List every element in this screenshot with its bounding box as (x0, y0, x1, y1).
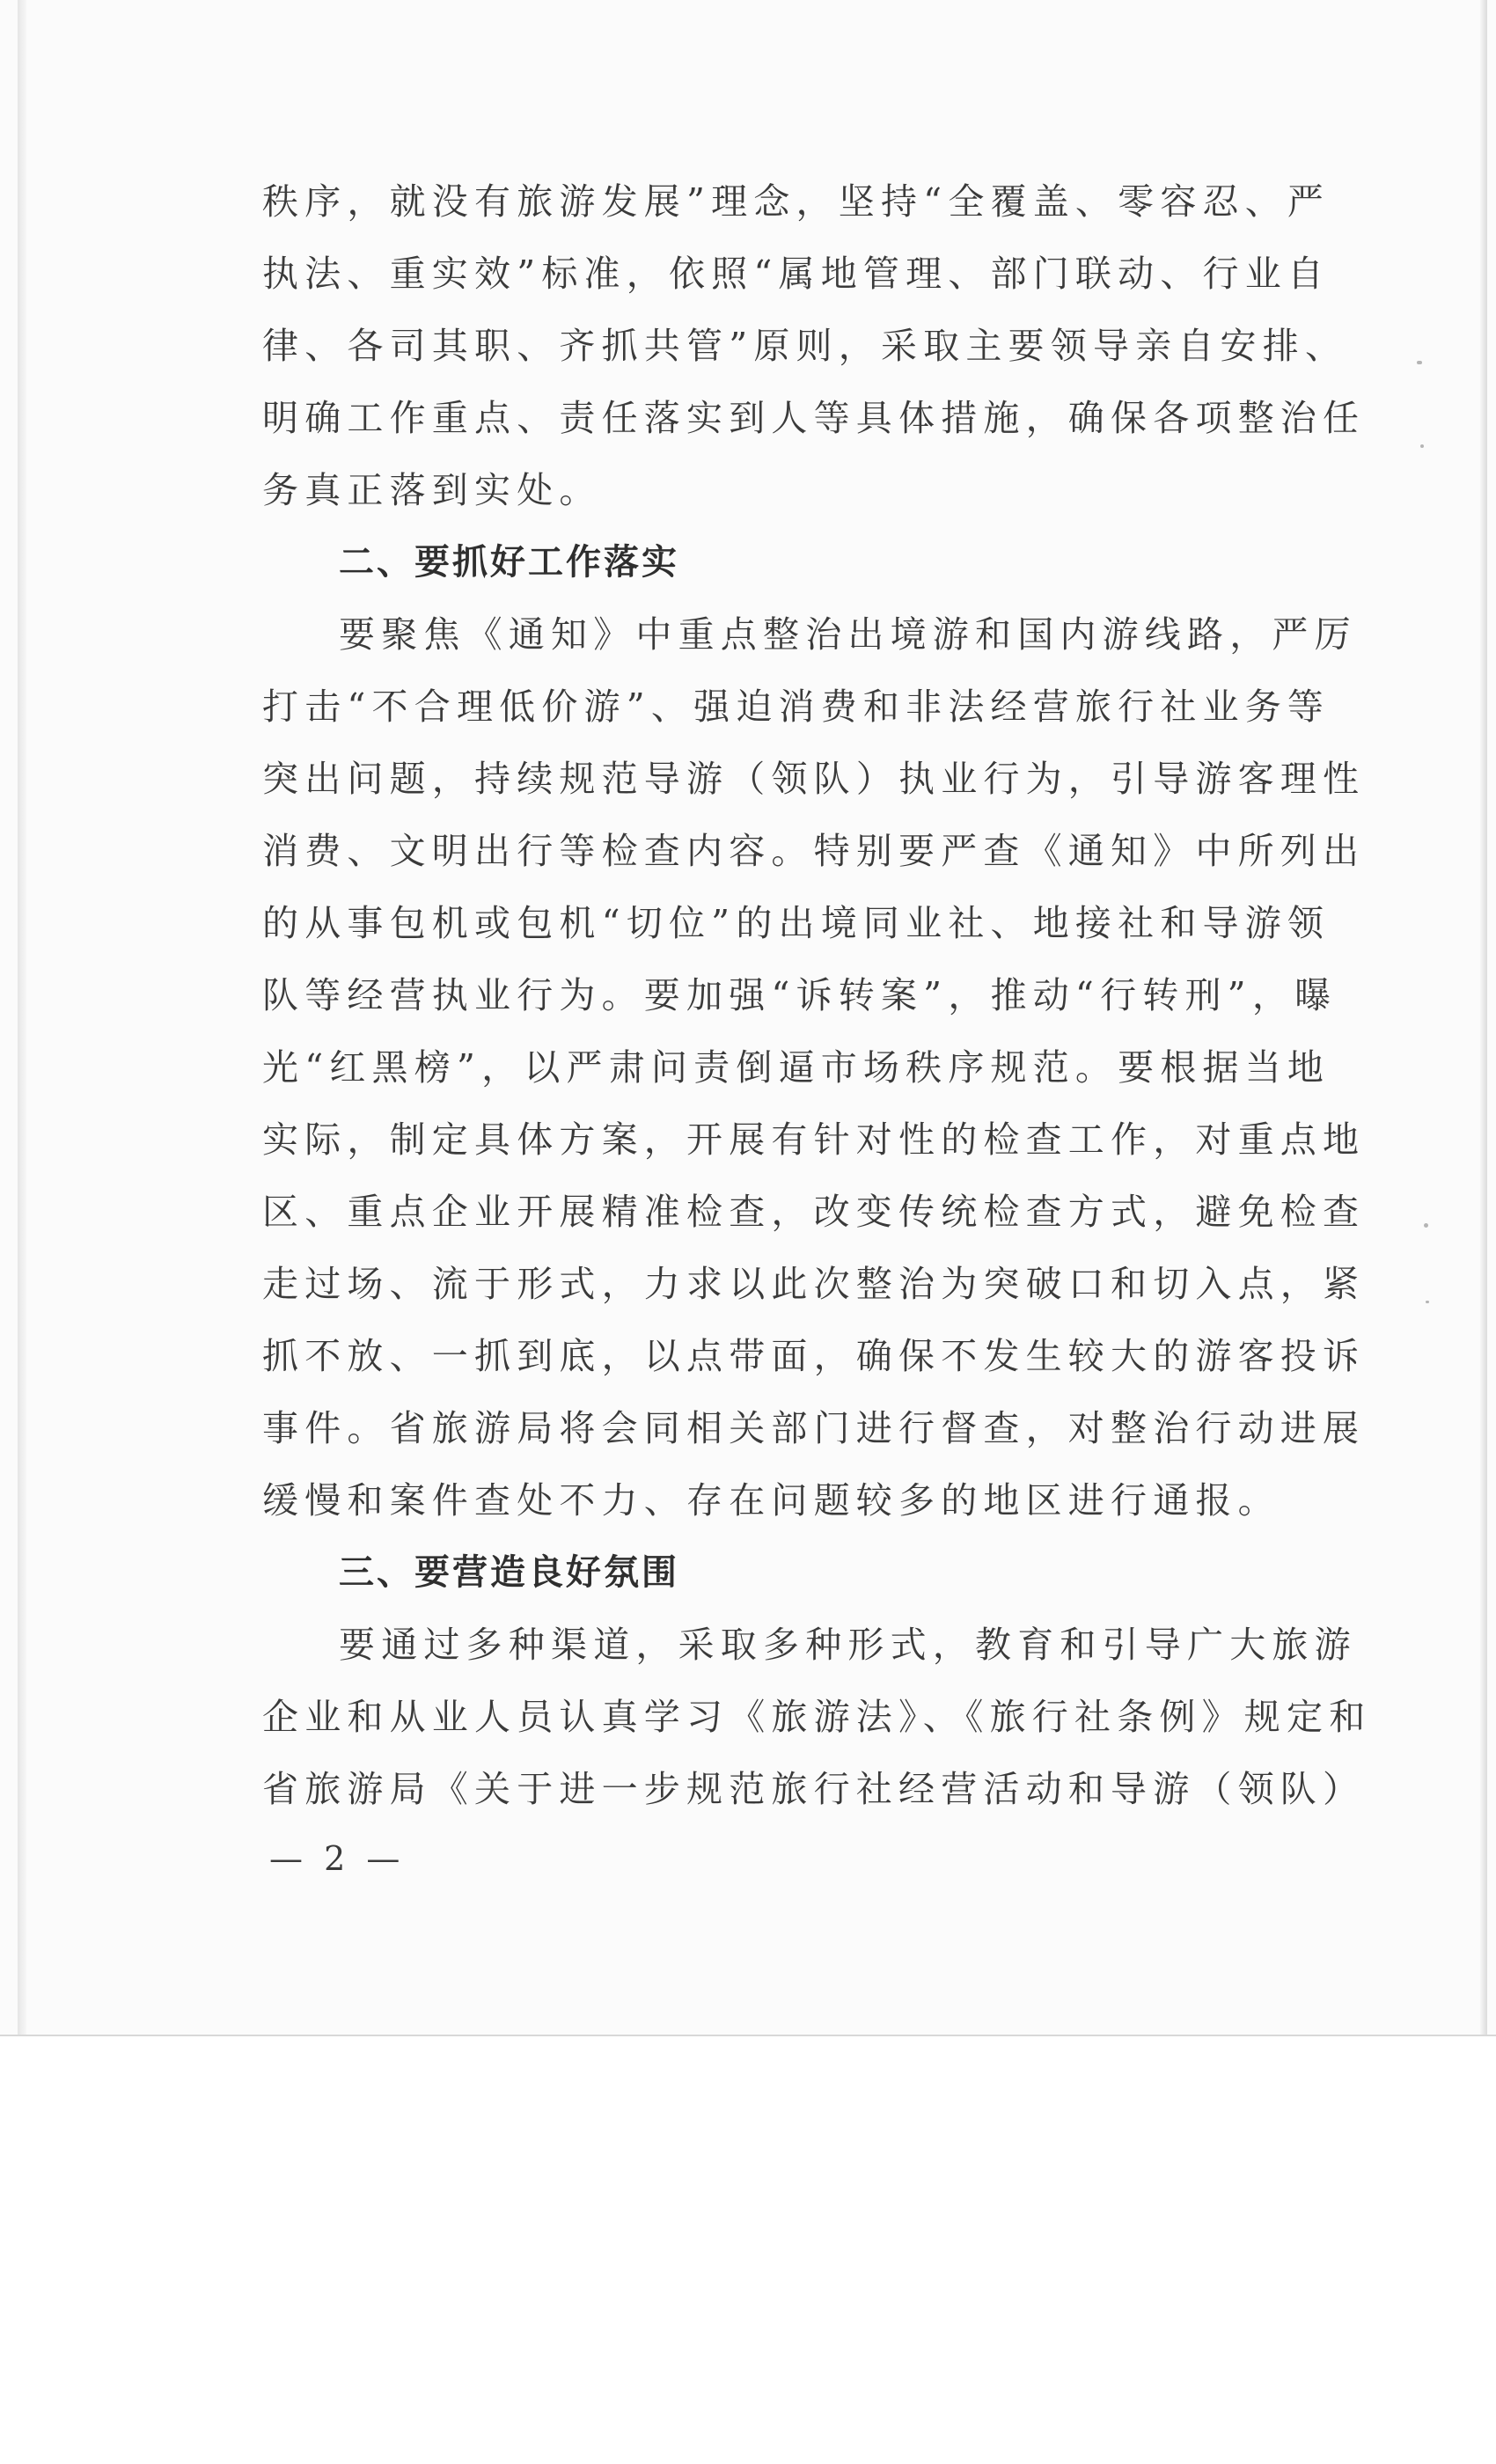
paragraph-line: 秩序，就没有旅游发展”理念，坚持“全覆盖、零容忍、严 (262, 180, 1331, 223)
paragraph-line: 省旅游局《关于进一步规范旅行社经营活动和导游（领队） (262, 1768, 1366, 1810)
paragraph-line: 企业和从业人员认真学习《旅游法》、《旅行社条例》规定和 (262, 1696, 1372, 1738)
paragraph-line: 执法、重实效”标准，依照“属地管理、部门联动、行业自 (262, 253, 1331, 295)
paragraph-line: 队等经营执业行为。要加强“诉转案”，推动“行转刑”，曝 (262, 974, 1338, 1016)
scan-speck (1420, 444, 1424, 448)
paragraph-line: 实际，制定具体方案，开展有针对性的检查工作，对重点地 (262, 1118, 1366, 1161)
paragraph-line: 突出问题，持续规范导游（领队）执业行为，引导游客理性 (262, 758, 1366, 800)
paragraph-line: 事件。省旅游局将会同相关部门进行督查，对整治行动进展 (262, 1407, 1366, 1449)
page-right-edge (1480, 0, 1487, 2035)
paragraph-line: 走过场、流于形式，力求以此次整治为突破口和切入点，紧 (262, 1263, 1366, 1305)
paragraph-line: 消费、文明出行等检查内容。特别要严查《通知》中所列出 (262, 830, 1366, 872)
paragraph-line: 务真正落到实处。 (262, 469, 602, 511)
page-number: — 2 — (269, 1839, 406, 1878)
paragraph-line: 明确工作重点、责任落实到人等具体措施，确保各项整治任 (262, 397, 1366, 439)
paragraph-line: 光“红黑榜”，以严肃问责倒逼市场秩序规范。要根据当地 (262, 1046, 1331, 1089)
paragraph-line: 律、各司其职、齐抓共管”原则，采取主要领导亲自安排、 (262, 325, 1348, 367)
paragraph-line: 要通过多种渠道，采取多种形式，教育和引导广大旅游 (339, 1624, 1357, 1666)
paragraph-line: 的从事包机或包机“切位”的出境同业社、地接社和导游领 (262, 902, 1331, 944)
scan-speck (1426, 1301, 1429, 1303)
page-left-edge (18, 0, 26, 2035)
paragraph-line: 要聚焦《通知》中重点整治出境游和国内游线路，严厉 (339, 613, 1357, 656)
scan-speck (1424, 1223, 1428, 1228)
paragraph-line: 缓慢和案件查处不力、存在问题较多的地区进行通报。 (262, 1479, 1280, 1522)
paragraph-line: 抓不放、一抓到底，以点带面，确保不发生较大的游客投诉 (262, 1335, 1366, 1377)
body-text (262, 165, 1372, 1825)
section-heading: 三、要营造良好氛围 (339, 1552, 679, 1593)
scan-speck (1417, 361, 1422, 364)
paragraph-line: 打击“不合理低价游”、强迫消费和非法经营旅行社业务等 (262, 686, 1331, 728)
paragraph-line: 区、重点企业开展精准检查，改变传统检查方式，避免检查 (262, 1191, 1366, 1233)
section-heading: 二、要抓好工作落实 (339, 542, 679, 583)
